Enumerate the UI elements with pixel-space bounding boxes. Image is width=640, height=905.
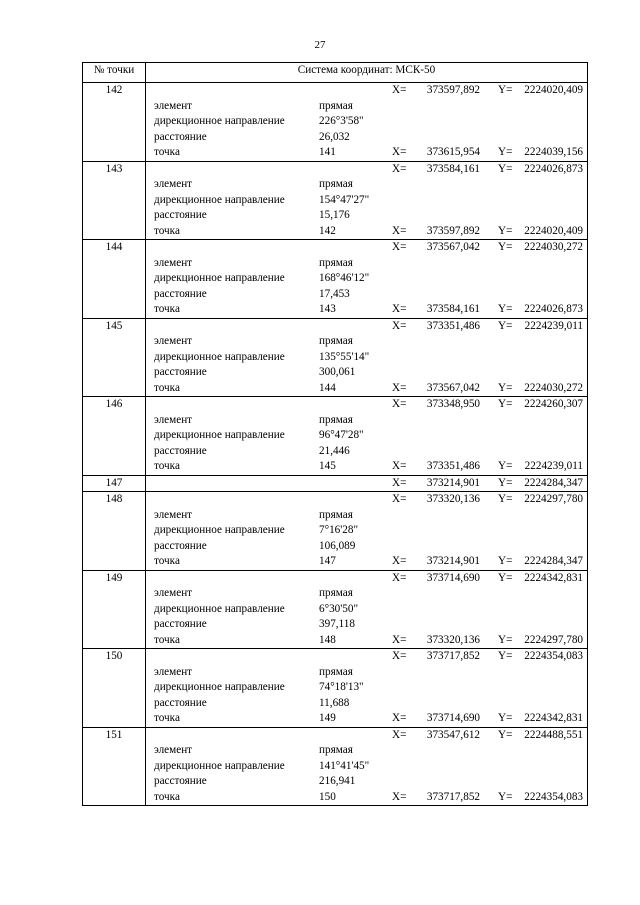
direction-value: 96°47'28" — [319, 429, 364, 441]
y-label: Y= — [498, 712, 513, 724]
element-value: прямая — [319, 178, 353, 190]
direction-line — [146, 193, 587, 209]
direction-value: 141°41'45" — [319, 759, 370, 772]
distance-value: 26,032 — [319, 130, 350, 143]
element-label: элемент — [154, 744, 193, 756]
distance-line — [146, 365, 587, 381]
point-number: 147 — [83, 475, 146, 492]
table-row — [83, 492, 588, 571]
x-label: X= — [392, 303, 407, 315]
x-label: X= — [392, 571, 407, 584]
point-coordinates-line — [146, 397, 587, 413]
x-label: X= — [392, 460, 407, 472]
x-label: X= — [392, 241, 407, 253]
prev-x-value: 373714,690 — [426, 712, 480, 724]
table-row — [83, 83, 588, 162]
point-details — [146, 649, 588, 728]
x-label: X= — [392, 790, 407, 803]
x-value: 373717,852 — [426, 650, 480, 662]
y-label: Y= — [498, 571, 513, 584]
point-label: точка — [154, 633, 180, 646]
distance-line — [146, 539, 587, 555]
prev-point-line — [146, 381, 587, 397]
x-label: X= — [392, 162, 407, 175]
point-label: точка — [154, 146, 180, 158]
distance-value: 21,446 — [319, 444, 350, 457]
prev-y-value: 2224020,409 — [524, 224, 583, 237]
direction-value: 135°55'14" — [319, 350, 370, 363]
point-coordinates-line — [146, 571, 587, 587]
prev-point-number: 150 — [319, 790, 336, 803]
prev-y-value: 2224354,083 — [524, 790, 583, 803]
point-number-header: № точки — [83, 63, 146, 83]
distance-value: 300,061 — [319, 366, 356, 378]
prev-x-value: 373567,042 — [426, 381, 480, 394]
prev-x-value: 373351,486 — [426, 460, 480, 472]
distance-line — [146, 287, 587, 303]
direction-line — [146, 602, 587, 618]
point-coordinates-line — [146, 476, 587, 492]
x-label: X= — [392, 381, 407, 394]
point-details — [146, 397, 588, 476]
y-value: 2224026,873 — [524, 162, 583, 175]
element-value: прямая — [319, 744, 353, 756]
distance-label: расстояние — [154, 287, 207, 300]
element-label: элемент — [154, 665, 193, 678]
point-coordinates-line — [146, 649, 587, 665]
direction-value: 7°16'28" — [319, 524, 359, 536]
distance-line — [146, 696, 587, 712]
distance-value: 106,089 — [319, 539, 356, 552]
point-coordinates-line — [146, 492, 587, 508]
distance-label: расстояние — [154, 696, 207, 709]
point-coordinates-line — [146, 83, 587, 99]
x-value: 373567,042 — [426, 241, 480, 253]
y-value: 2224354,083 — [524, 650, 583, 662]
direction-value: 168°46'12" — [319, 272, 370, 284]
distance-label: расстояние — [154, 775, 207, 787]
y-label: Y= — [498, 476, 513, 489]
point-label: точка — [154, 790, 180, 803]
element-label: элемент — [154, 256, 193, 269]
direction-label: дирекционное направление — [154, 115, 285, 127]
direction-value: 74°18'13" — [319, 681, 364, 693]
direction-label: дирекционное направление — [154, 602, 285, 615]
direction-label: дирекционное направление — [154, 759, 285, 772]
element-line — [146, 508, 587, 524]
direction-line — [146, 759, 587, 775]
x-label: X= — [392, 146, 407, 158]
element-label: элемент — [154, 413, 193, 426]
point-number: 151 — [83, 727, 146, 806]
prev-y-value: 2224030,272 — [524, 381, 583, 394]
prev-point-line — [146, 633, 587, 649]
coordinates-table — [82, 62, 588, 806]
y-value: 2224239,011 — [524, 319, 583, 332]
element-line — [146, 586, 587, 602]
y-label: Y= — [498, 224, 513, 237]
distance-label: расстояние — [154, 209, 207, 221]
x-label: X= — [392, 224, 407, 237]
prev-point-number: 142 — [319, 224, 336, 237]
y-label: Y= — [498, 650, 513, 662]
x-label: X= — [392, 84, 407, 96]
distance-line — [146, 774, 587, 790]
prev-point-number: 149 — [319, 712, 336, 724]
y-label: Y= — [498, 303, 513, 315]
direction-label: дирекционное направление — [154, 272, 285, 284]
y-label: Y= — [498, 633, 513, 646]
x-label: X= — [392, 633, 407, 646]
element-line — [146, 99, 587, 115]
point-details — [146, 318, 588, 397]
element-value: прямая — [319, 587, 353, 599]
prev-x-value: 373717,852 — [426, 790, 480, 803]
x-value: 373320,136 — [426, 493, 480, 505]
point-number: 144 — [83, 240, 146, 319]
prev-point-line — [146, 302, 587, 318]
table-row — [83, 318, 588, 397]
element-label: элемент — [154, 178, 193, 190]
x-value: 373214,901 — [426, 476, 480, 489]
direction-line — [146, 271, 587, 287]
point-label: точка — [154, 712, 180, 724]
point-number: 146 — [83, 397, 146, 476]
direction-line — [146, 114, 587, 130]
element-label: элемент — [154, 335, 193, 347]
point-number: 145 — [83, 318, 146, 397]
x-label: X= — [392, 728, 407, 741]
prev-point-line — [146, 459, 587, 475]
x-label: X= — [392, 712, 407, 724]
point-coordinates-line — [146, 162, 587, 178]
element-label: элемент — [154, 508, 193, 521]
element-value: прямая — [319, 335, 353, 347]
element-line — [146, 177, 587, 193]
point-details — [146, 475, 588, 492]
y-label: Y= — [498, 555, 513, 567]
distance-label: расстояние — [154, 366, 207, 378]
prev-y-value: 2224039,156 — [524, 146, 583, 158]
element-value: прямая — [319, 99, 353, 112]
x-label: X= — [392, 476, 407, 489]
table-row — [83, 570, 588, 649]
prev-y-value: 2224284,347 — [524, 555, 583, 567]
point-label: точка — [154, 460, 180, 472]
prev-point-number: 141 — [319, 146, 336, 158]
table-row — [83, 475, 588, 492]
direction-value: 226°3'58" — [319, 115, 364, 127]
y-value: 2224284,347 — [524, 476, 583, 489]
x-label: X= — [392, 650, 407, 662]
y-value: 2224030,272 — [524, 241, 583, 253]
table-row — [83, 649, 588, 728]
page-number: 27 — [314, 39, 326, 51]
distance-value: 11,688 — [319, 696, 350, 709]
prev-y-value: 2224297,780 — [524, 633, 583, 646]
x-label: X= — [392, 555, 407, 567]
y-label: Y= — [498, 398, 513, 410]
prev-point-line — [146, 145, 587, 161]
x-value: 373584,161 — [426, 162, 480, 175]
y-label: Y= — [498, 790, 513, 803]
point-number: 143 — [83, 161, 146, 240]
point-details — [146, 83, 588, 162]
y-value: 2224260,307 — [524, 398, 583, 410]
direction-label: дирекционное направление — [154, 193, 285, 206]
y-label: Y= — [498, 460, 513, 472]
point-coordinates-line — [146, 728, 587, 744]
point-number: 142 — [83, 83, 146, 162]
x-label: X= — [392, 493, 407, 505]
distance-line — [146, 208, 587, 224]
element-line — [146, 743, 587, 759]
prev-x-value: 373584,161 — [426, 303, 480, 315]
distance-line — [146, 444, 587, 460]
coordinate-system-header: Система координат: МСК-50 — [146, 63, 588, 83]
element-line — [146, 413, 587, 429]
y-label: Y= — [498, 728, 513, 741]
distance-value: 216,941 — [319, 775, 356, 787]
point-details — [146, 570, 588, 649]
point-number: 149 — [83, 570, 146, 649]
distance-value: 15,176 — [319, 209, 350, 221]
y-label: Y= — [498, 381, 513, 394]
prev-x-value: 373320,136 — [426, 633, 480, 646]
x-value: 373351,486 — [426, 319, 480, 332]
direction-label: дирекционное направление — [154, 524, 285, 536]
point-label: точка — [154, 381, 180, 394]
element-value: прямая — [319, 665, 353, 678]
prev-x-value: 373597,892 — [426, 224, 480, 237]
x-value: 373547,612 — [426, 728, 480, 741]
direction-value: 6°30'50" — [319, 602, 359, 615]
x-value: 373597,892 — [426, 84, 480, 96]
prev-point-number: 148 — [319, 633, 336, 646]
y-label: Y= — [498, 162, 513, 175]
direction-line — [146, 523, 587, 539]
y-label: Y= — [498, 319, 513, 332]
direction-line — [146, 680, 587, 696]
element-line — [146, 256, 587, 272]
point-label: точка — [154, 555, 180, 567]
point-details — [146, 161, 588, 240]
y-value: 2224488,551 — [524, 728, 583, 741]
point-number: 148 — [83, 492, 146, 571]
prev-point-line — [146, 554, 587, 570]
distance-label: расстояние — [154, 130, 207, 143]
point-details — [146, 727, 588, 806]
point-coordinates-line — [146, 240, 587, 256]
table-row — [83, 161, 588, 240]
y-value: 2224020,409 — [524, 84, 583, 96]
element-value: прямая — [319, 256, 353, 269]
direction-line — [146, 428, 587, 444]
point-number: 150 — [83, 649, 146, 728]
prev-point-number: 147 — [319, 555, 336, 567]
element-value: прямая — [319, 508, 353, 521]
x-label: X= — [392, 319, 407, 332]
distance-value: 397,118 — [319, 618, 355, 630]
x-value: 373714,690 — [426, 571, 480, 584]
prev-point-number: 143 — [319, 303, 336, 315]
element-label: элемент — [154, 587, 193, 599]
prev-y-value: 2224342,831 — [524, 712, 583, 724]
table-header-row — [83, 63, 588, 83]
prev-point-number: 144 — [319, 381, 336, 394]
prev-point-number: 145 — [319, 460, 336, 472]
y-label: Y= — [498, 84, 513, 96]
element-line — [146, 334, 587, 350]
y-label: Y= — [498, 241, 513, 253]
point-details — [146, 492, 588, 571]
element-value: прямая — [319, 413, 353, 426]
table-row — [83, 240, 588, 319]
table-row — [83, 397, 588, 476]
distance-label: расстояние — [154, 539, 207, 552]
y-label: Y= — [498, 493, 513, 505]
distance-label: расстояние — [154, 618, 207, 630]
direction-label: дирекционное направление — [154, 429, 285, 441]
element-label: элемент — [154, 99, 193, 112]
prev-point-line — [146, 224, 587, 240]
prev-y-value: 2224239,011 — [524, 460, 583, 472]
distance-label: расстояние — [154, 444, 207, 457]
distance-line — [146, 617, 587, 633]
table-row — [83, 727, 588, 806]
distance-value: 17,453 — [319, 287, 350, 300]
prev-x-value: 373615,954 — [426, 146, 480, 158]
point-label: точка — [154, 303, 180, 315]
point-details — [146, 240, 588, 319]
point-label: точка — [154, 224, 180, 237]
direction-label: дирекционное направление — [154, 681, 285, 693]
distance-line — [146, 130, 587, 146]
direction-label: дирекционное направление — [154, 350, 285, 363]
x-value: 373348,950 — [426, 398, 480, 410]
y-value: 2224297,780 — [524, 493, 583, 505]
direction-value: 154°47'27" — [319, 193, 370, 206]
y-label: Y= — [498, 146, 513, 158]
prev-x-value: 373214,901 — [426, 555, 480, 567]
element-line — [146, 665, 587, 681]
prev-point-line — [146, 711, 587, 727]
x-label: X= — [392, 398, 407, 410]
direction-line — [146, 350, 587, 366]
y-value: 2224342,831 — [524, 571, 583, 584]
prev-y-value: 2224026,873 — [524, 303, 583, 315]
point-coordinates-line — [146, 319, 587, 335]
prev-point-line — [146, 790, 587, 806]
